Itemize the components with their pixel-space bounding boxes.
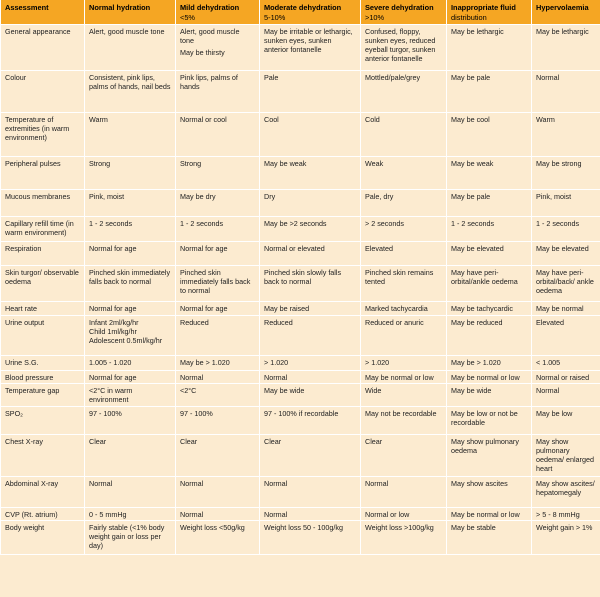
table-cell: Wide: [361, 384, 447, 407]
table-cell: 0 - 5 mmHg: [85, 508, 176, 521]
table-cell: Pink lips, palms of hands: [176, 71, 260, 113]
column-header-title: Hypervolaemia: [536, 3, 589, 12]
table-cell: May be > 1.020: [447, 356, 532, 371]
table-cell: [85, 316, 176, 356]
row-header-cell: Temperature of extremities (in warm environment): [1, 113, 85, 157]
table-cell: Pinched skin immediately falls back to normal: [85, 266, 176, 302]
table-cell: Reduced: [176, 316, 260, 356]
table-cell: May be normal or low: [361, 371, 447, 384]
table-cell: Strong: [85, 157, 176, 190]
table-cell: May be stable: [447, 521, 532, 555]
table-cell: Normal for age: [176, 242, 260, 266]
table-cell: May be pale: [447, 71, 532, 113]
table-cell: Fairly stable (<1% body weight gain or loss per day): [85, 521, 176, 555]
column-header-title: Normal hydration: [89, 3, 151, 12]
table-cell: May be low or not be recordable: [447, 407, 532, 435]
table-cell: Normal: [85, 477, 176, 508]
table-cell: Normal or elevated: [260, 242, 361, 266]
table-row: [1, 25, 600, 71]
table-cell: Pink, moist: [85, 190, 176, 217]
row-header-cell: Urine S.G.: [1, 356, 85, 371]
table-cell: <2°C: [176, 384, 260, 407]
table-row: [1, 316, 600, 356]
table-cell: 1 - 2 seconds: [176, 217, 260, 242]
table-cell: May be > 1.020: [176, 356, 260, 371]
table-cell: Normal for age: [85, 242, 176, 266]
table-cell: Normal: [260, 477, 361, 508]
table-cell: Cold: [361, 113, 447, 157]
table-cell: > 1.020: [260, 356, 361, 371]
table-cell: Weak: [361, 157, 447, 190]
table-cell: May be elevated: [532, 242, 600, 266]
column-header-title: Moderate dehydration: [264, 3, 342, 12]
table-cell: Normal: [532, 71, 600, 113]
row-header-cell: Urine output: [1, 316, 85, 356]
column-header: [176, 0, 260, 25]
column-header-title: Mild dehydration: [180, 3, 240, 12]
table-cell: Normal or cool: [176, 113, 260, 157]
row-header-cell: Colour: [1, 71, 85, 113]
table-cell: May show ascites: [447, 477, 532, 508]
table-cell: May be raised: [260, 302, 361, 316]
table-row: [1, 242, 600, 266]
table-cell: Weight loss 50 - 100g/kg: [260, 521, 361, 555]
table-cell: May have peri-orbital/back/ ankle oedema: [532, 266, 600, 302]
table-cell: May be low: [532, 407, 600, 435]
table-cell: May be weak: [447, 157, 532, 190]
row-header-cell: Chest X-ray: [1, 435, 85, 477]
header-row: [1, 0, 600, 25]
column-header-title: Inappropriate fluid: [451, 3, 516, 12]
row-header-cell: CVP (Rt. atrium): [1, 508, 85, 521]
table-cell: Weight loss >100g/kg: [361, 521, 447, 555]
table-cell: May be pale: [447, 190, 532, 217]
table-cell: Reduced or anuric: [361, 316, 447, 356]
column-header-subtitle: distribution: [451, 13, 487, 22]
table-cell: May show ascites/ hepatomegaly: [532, 477, 600, 508]
table-row: [1, 371, 600, 384]
table-cell: Weight loss <50g/kg: [176, 521, 260, 555]
row-header-cell: Mucous membranes: [1, 190, 85, 217]
table-cell: Elevated: [361, 242, 447, 266]
table-cell: Cool: [260, 113, 361, 157]
cell-line: May be thirsty: [180, 48, 225, 57]
table-cell: May be strong: [532, 157, 600, 190]
table-cell: May have peri-orbital/ankle oedema: [447, 266, 532, 302]
column-header: [361, 0, 447, 25]
table-cell: Weight gain > 1%: [532, 521, 600, 555]
table-cell: May be tachycardic: [447, 302, 532, 316]
table-cell: Normal: [260, 508, 361, 521]
table-cell: May be irritable or lethargic, sunken eyes, sunken anterior fontanelle: [260, 25, 361, 71]
table-cell: May not be recordable: [361, 407, 447, 435]
table-cell: 97 - 100%: [85, 407, 176, 435]
table-row: [1, 521, 600, 555]
table-cell: Normal or raised: [532, 371, 600, 384]
table-cell: Alert, good muscle tone: [85, 25, 176, 71]
row-header-cell: Skin turgor/ observable oedema: [1, 266, 85, 302]
table-cell: > 1.020: [361, 356, 447, 371]
table-cell: Normal: [361, 477, 447, 508]
table-cell: Elevated: [532, 316, 600, 356]
table-cell: Pale: [260, 71, 361, 113]
table-cell: May be >2 seconds: [260, 217, 361, 242]
column-header-subtitle: >10%: [365, 13, 385, 22]
table-cell: May be wide: [447, 384, 532, 407]
table-cell: Normal: [532, 384, 600, 407]
table-cell: Clear: [176, 435, 260, 477]
table-cell: 1 - 2 seconds: [447, 217, 532, 242]
table-cell: May be wide: [260, 384, 361, 407]
table-cell: 1.005 - 1.020: [85, 356, 176, 371]
table-row: [1, 157, 600, 190]
table-cell: 97 - 100%: [176, 407, 260, 435]
table-cell: > 5 - 8 mmHg: [532, 508, 600, 521]
column-header: [85, 0, 176, 25]
table-cell: May show pulmonary oedema/ enlarged heart: [532, 435, 600, 477]
table-cell: > 2 seconds: [361, 217, 447, 242]
cell-line: Infant 2ml/kg/hr: [89, 318, 139, 327]
row-header-cell: Abdominal X-ray: [1, 477, 85, 508]
table-row: [1, 356, 600, 371]
column-header: [260, 0, 361, 25]
table-row: [1, 435, 600, 477]
table-cell: 1 - 2 seconds: [532, 217, 600, 242]
table-cell: Normal: [176, 371, 260, 384]
column-header-title: Assessment: [5, 3, 49, 12]
table-cell: Normal: [176, 477, 260, 508]
cell-line: Adolescent 0.5ml/kg/hr: [89, 336, 163, 345]
table-cell: May be normal or low: [447, 508, 532, 521]
table-cell: Normal for age: [85, 302, 176, 316]
table-cell: May be normal: [532, 302, 600, 316]
cell-line: Alert, good muscle tone: [180, 27, 240, 45]
table-cell: Pinched skin remains tented: [361, 266, 447, 302]
table-cell: 97 - 100% if recordable: [260, 407, 361, 435]
table-cell: <2°C in warm environment: [85, 384, 176, 407]
table-row: [1, 302, 600, 316]
table-cell: Warm: [85, 113, 176, 157]
table-cell: Warm: [532, 113, 600, 157]
table-cell: Confused, floppy, sunken eyes, reduced eyeball turgor, sunken anterior fontanelle: [361, 25, 447, 71]
table-cell: Clear: [260, 435, 361, 477]
row-header-cell: SPO₂: [1, 407, 85, 435]
table-cell: May be cool: [447, 113, 532, 157]
table-cell: Pinched skin slowly falls back to normal: [260, 266, 361, 302]
row-header-cell: Respiration: [1, 242, 85, 266]
table-cell: Normal or low: [361, 508, 447, 521]
table-row: [1, 477, 600, 508]
table-cell: 1 - 2 seconds: [85, 217, 176, 242]
table-cell: May be lethargic: [447, 25, 532, 71]
row-header-cell: Capillary refill time (in warm environment): [1, 217, 85, 242]
table-row: [1, 384, 600, 407]
column-header: [447, 0, 532, 25]
table-row: [1, 217, 600, 242]
table-cell: Normal for age: [85, 371, 176, 384]
table-cell: Dry: [260, 190, 361, 217]
table-cell: May be dry: [176, 190, 260, 217]
table-row: [1, 190, 600, 217]
table-cell: May be reduced: [447, 316, 532, 356]
table-cell: May be elevated: [447, 242, 532, 266]
row-header-cell: Heart rate: [1, 302, 85, 316]
cell-line: Child 1ml/kg/hr: [89, 327, 137, 336]
table-cell: Normal: [176, 508, 260, 521]
column-header-title: Severe dehydration: [365, 3, 434, 12]
table-cell: Clear: [85, 435, 176, 477]
row-header-cell: Blood pressure: [1, 371, 85, 384]
table-cell: Clear: [361, 435, 447, 477]
table-cell: Marked tachycardia: [361, 302, 447, 316]
column-header: [1, 0, 85, 25]
table-cell: Pale, dry: [361, 190, 447, 217]
column-header-subtitle: <5%: [180, 13, 195, 22]
table-cell: Mottled/pale/grey: [361, 71, 447, 113]
column-header: [532, 0, 600, 25]
table-cell: May be lethargic: [532, 25, 600, 71]
table-cell: < 1.005: [532, 356, 600, 371]
row-header-cell: Body weight: [1, 521, 85, 555]
table-cell: May show pulmonary oedema: [447, 435, 532, 477]
table-cell: Consistent, pink lips, palms of hands, nail beds: [85, 71, 176, 113]
column-header-subtitle: 5-10%: [264, 13, 286, 22]
table-body: [1, 25, 600, 555]
table-row: [1, 407, 600, 435]
table-row: [1, 71, 600, 113]
row-header-cell: General appearance: [1, 25, 85, 71]
table-row: [1, 508, 600, 521]
table-row: [1, 113, 600, 157]
table-cell: [176, 25, 260, 71]
row-header-cell: Temperature gap: [1, 384, 85, 407]
table-cell: Pink, moist: [532, 190, 600, 217]
table-cell: May be weak: [260, 157, 361, 190]
table-cell: Normal: [260, 371, 361, 384]
table-cell: May be normal or low: [447, 371, 532, 384]
table-cell: Pinched skin immediately falls back to normal: [176, 266, 260, 302]
table-cell: Strong: [176, 157, 260, 190]
row-header-cell: Peripheral pulses: [1, 157, 85, 190]
table-cell: Normal for age: [176, 302, 260, 316]
table-cell: Reduced: [260, 316, 361, 356]
table-row: [1, 266, 600, 302]
